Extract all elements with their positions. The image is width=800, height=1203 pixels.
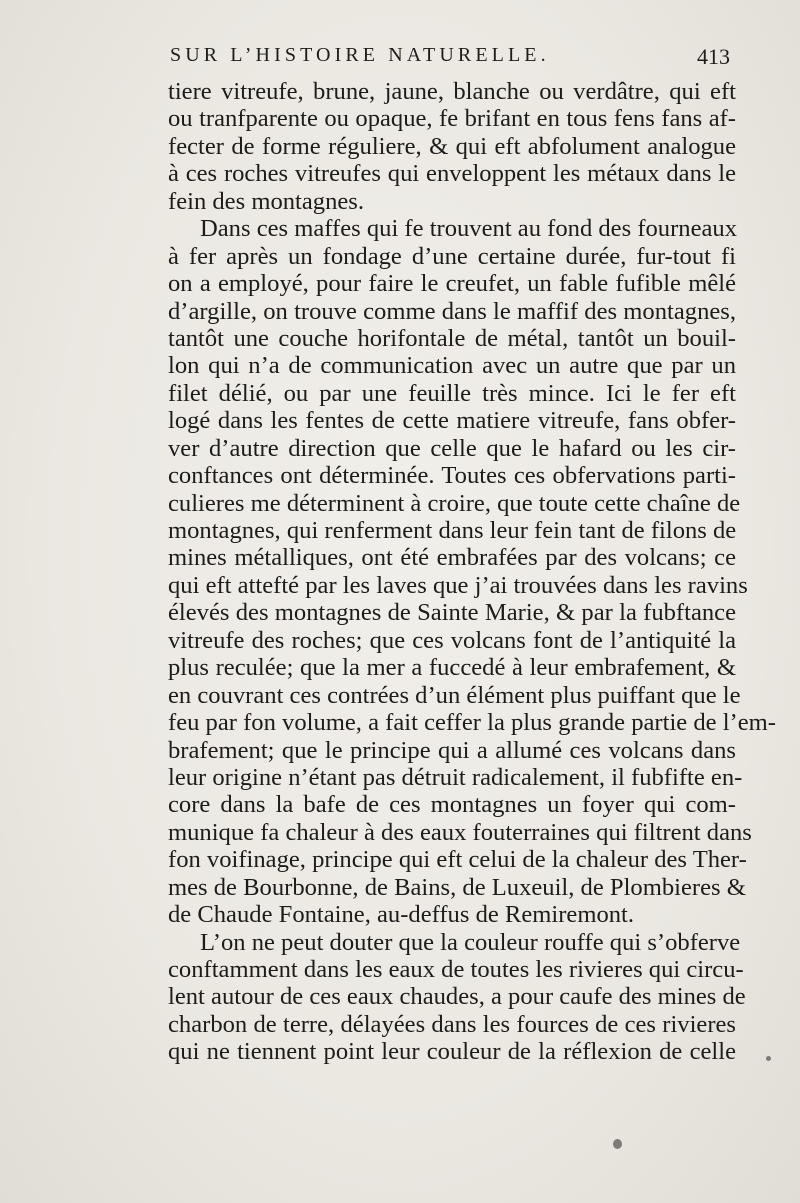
text-line: logé dans les fentes de cette matiere vitreufe, fans obfer- [168, 407, 736, 435]
text-line: munique fa chaleur à des eaux fouterraines qui filtrent dans [168, 818, 752, 846]
text-line: charbon de terre, délayées dans les fources de ces rivieres [168, 1010, 736, 1038]
text-line: culieres me déterminent à croire, que toute cette chaîne de [168, 489, 741, 517]
ink-blot [613, 1139, 622, 1149]
text-line: mes de Bourbonne, de Bains, de Luxeuil, de Plombieres & [168, 873, 746, 901]
text-line: conftances ont déterminée. Toutes ces obfervations parti- [168, 462, 736, 490]
text-line: de Chaude Fontaine, au-deffus de Remiremont. [168, 901, 635, 929]
text-line: brafement; que le principe qui a allumé ces volcans dans [168, 736, 736, 764]
text-line: plus reculée; que la mer a fuccedé à leur embrafement, & [168, 654, 736, 682]
text-line: conftamment dans les eaux de toutes les rivieres qui circu- [168, 956, 744, 983]
text-line: élevés des montagnes de Sainte Marie, & par la fubftance [168, 599, 736, 627]
text-line: filet délié, ou par une feuille très mince. Ici le fer eft [168, 379, 736, 407]
text-line: en couvrant ces contrées d’un élément plus puiffant que le [168, 681, 741, 709]
text-line: fecter de forme réguliere, & qui eft abfolument analogue [168, 132, 736, 160]
text-line: on a employé, pour faire le creufet, un fable fufible mêlé [168, 270, 736, 298]
text-line: feu par fon volume, a fait ceffer la plus grande partie de l’em- [168, 709, 776, 737]
page-number: 413 [697, 44, 730, 69]
text-line: core dans la bafe de ces montagnes un foyer qui com- [168, 791, 736, 819]
text-line: à fer après un fondage d’une certaine durée, fur-tout fi [168, 242, 736, 270]
text-line: lon qui n’a de communication avec un autre que par un [168, 352, 736, 380]
text-line: tantôt une couche horifontale de métal, tantôt un bouil- [168, 324, 736, 352]
text-line: lent autour de ces eaux chaudes, a pour caufe des mines de [168, 983, 746, 1011]
text-line: mines métalliques, ont été embrafées par des volcans; ce [168, 544, 736, 572]
text-line: montagnes, qui renferment dans leur fein tant de filons de [168, 517, 737, 544]
text-line: qui ne tiennent point leur couleur de la réflexion de celle [168, 1038, 736, 1066]
body-text [168, 78, 776, 1066]
text-line: d’argille, on trouve comme dans le maffif des montagnes, [168, 297, 736, 325]
text-line: L’on ne peut douter que la couleur rouffe qui s’obferve [200, 928, 741, 956]
text-line: fon voifinage, principe qui eft celui de la chaleur des Ther- [168, 846, 747, 874]
running-title: SUR L’HISTOIRE NATURELLE. [170, 44, 550, 66]
text-line: vitreufe des roches; que ces volcans font de l’antiquité la [168, 626, 736, 654]
text-line: fein des montagnes. [168, 187, 365, 215]
text-line: à ces roches vitreufes qui enveloppent les métaux dans le [168, 160, 736, 188]
text-line: ou tranfparente ou opaque, fe brifant en tous fens fans af- [168, 105, 736, 133]
text-line: tiere vitreufe, brune, jaune, blanche ou verdâtre, qui eft [168, 78, 736, 105]
text-line: ver d’autre direction que celle que le hafard ou les cir- [168, 434, 736, 462]
text-line: qui eft attefté par les laves que j’ai trouvées dans les ravins [168, 571, 748, 599]
ink-speck [766, 1056, 771, 1061]
text-line: Dans ces maffes qui fe trouvent au fond des fourneaux [200, 215, 738, 243]
text-line: leur origine n’étant pas détruit radicalement, il fubfifte en- [168, 763, 743, 791]
